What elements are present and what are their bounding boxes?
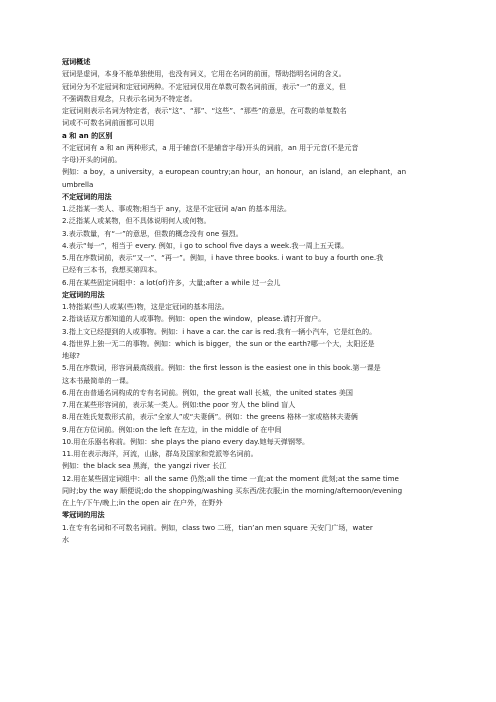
text-line: 4.表示“每一”，相当于 every. 例如，i go to school five days a week.我一周上五天课。 (62, 240, 349, 250)
text-line: 4.指世界上独一无二的事物。例如：which is bigger，the sun or the earth?哪一个大，太阳还是 (62, 338, 375, 348)
text-line: 定冠词则表示名词为特定者，表示“这”、“那”、“这些”、“那些”的意思，在可数的单复数名 (62, 106, 347, 115)
text-line: 2.指谈话双方都知道的人或事物。例如：open the window，please.请打开窗户。 (62, 314, 326, 324)
text-line: 1.泛指某一类人、事或物;相当于 any，这是不定冠词 a/an 的基本用法。 (62, 204, 291, 213)
text-line: 12.用在某些固定词组中：all the same 仍然;all the time 一直;at the moment 此刻;at the same time (62, 473, 399, 483)
text-line: 例如：a boy，a university，a european country;an hour，an honour，an island，an elephant，an (62, 167, 407, 177)
section-heading: a 和 an 的区别 (62, 130, 113, 140)
text-line: 9.用在方位词前。例如:on the left 在左边，in the middle of 在中间 (62, 424, 282, 434)
text-line: 6.用在某些固定词组中：a lot(of)许多，大量;after a while 过一会儿 (62, 277, 281, 287)
section-heading: 冠词概述 (62, 57, 91, 66)
text-line: 已经有三本书，我想买第四本。 (62, 265, 162, 275)
text-line: 10.用在乐器名称前。例如：she plays the piano every day.她每天弹钢琴。 (62, 436, 310, 446)
text-line: 例如：the black sea 黑海，the yangzi river 长江 (62, 461, 227, 471)
text-line: 8.用在姓氏复数形式前，表示“全家人”或“夫妻俩”。例如：the greens 格林一家或格林夫妻俩 (62, 412, 358, 422)
text-line: 7.用在某些形容词前，表示某一类人。例如:the poor 穷人 the blind 盲人 (62, 400, 296, 409)
text-line: 冠词分为不定冠词和定冠词两种。不定冠词仅用在单数可数名词前面，表示“一”的意义，但 (62, 81, 347, 91)
text-line: 6.用在由普通名词构成的专有名词前。例如，the great wall 长城，the united states 美国 (62, 387, 353, 397)
text-line: 11.用在表示海洋，河流，山脉，群岛及国家和党派等名词前。 (62, 449, 258, 458)
text-line: umbrella (62, 179, 94, 189)
text-line: 词或不可数名词前面都可以用 (62, 118, 155, 128)
text-line: 1.在专有名词和不可数名词前。例如，class two 二班，tian’an men square 天安门广场，water (62, 522, 373, 532)
text-line: 3.表示数量，有“一”的意思，但数的概念没有 one 强烈。 (62, 228, 243, 238)
document-page (62, 56, 438, 546)
section-heading: 定冠词的用法 (62, 289, 105, 299)
text-line: 这本书最简单的一课。 (62, 375, 133, 385)
text-line: 不强调数目观念，只表示名词为不特定者。 (62, 93, 197, 103)
text-line: 在上午/下午/晚上;in the open air 在户外，在野外 (62, 498, 223, 507)
text-line: 3.指上文已经提到的人或事物。例如：i have a car. the car is red.我有一辆小汽车，它是红色的。 (62, 326, 377, 336)
text-line: 字母)开头的词前。 (62, 155, 122, 164)
text-line: 不定冠词有 a 和 an 两种形式，a 用于辅音(不是辅音字母)开头的词前，an 用于元音(不是元音 (62, 142, 359, 152)
section-heading: 零冠词的用法 (62, 510, 105, 520)
text-line: 水 (62, 534, 70, 544)
text-line: 同时;by the way 顺便说;do the shopping/washing 买东西/洗衣服;in the morning/afternoon/evening (62, 485, 403, 495)
text-line: 冠词是虚词，本身不能单独使用，也没有词义，它用在名词的前面，帮助指明名词的含义。 (62, 69, 346, 79)
text-line: 2.泛指某人或某物，但不具体说明何人或何物。 (62, 216, 211, 226)
text-line: 5.用在序数词前，表示“又一”、“再一”。例如，i have three books. i want to buy a fourth one.我 (62, 253, 384, 262)
text-line: 1.特指某(些)人或某(些)物，这是定冠词的基本用法。 (62, 302, 229, 311)
text-line: 地球? (62, 351, 80, 360)
text-line: 5.用在序数词，形容词最高级前。例如：the first lesson is the easiest one in this book.第一课是 (62, 363, 381, 373)
section-heading: 不定冠词的用法 (62, 191, 112, 201)
